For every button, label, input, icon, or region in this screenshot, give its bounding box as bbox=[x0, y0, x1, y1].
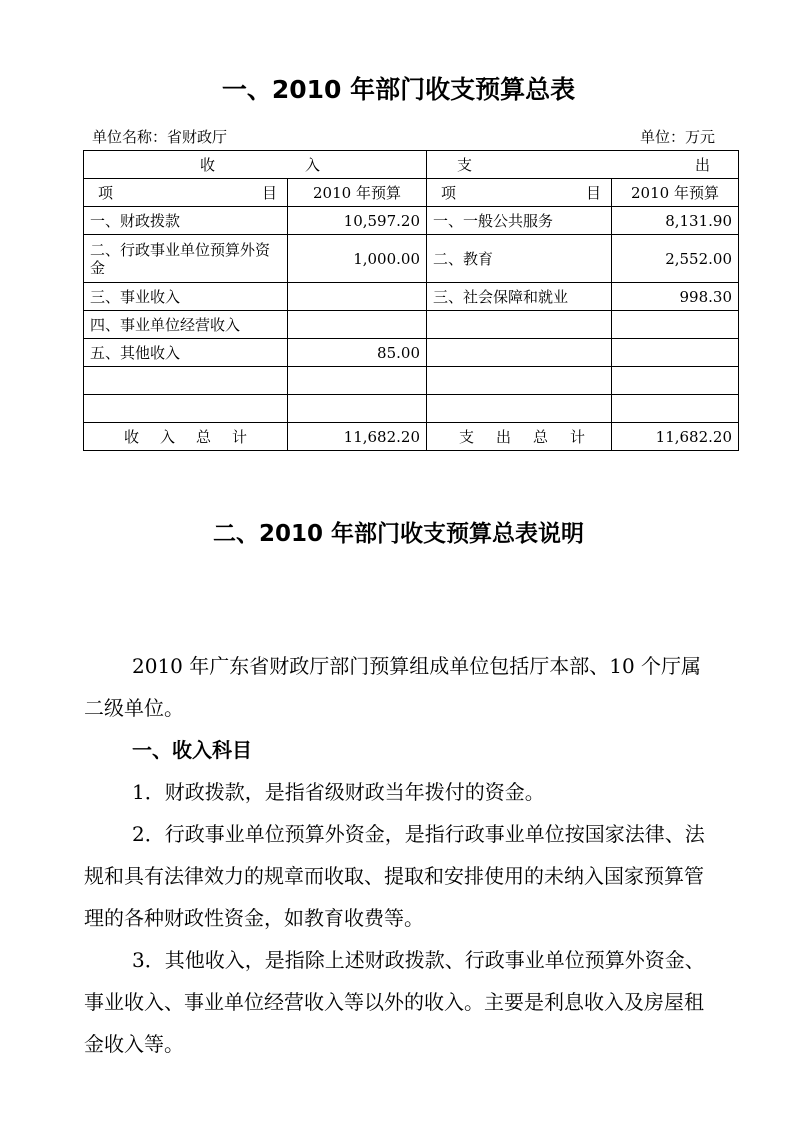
table-subheader-row bbox=[84, 179, 739, 207]
table-row bbox=[84, 395, 739, 423]
expense-item bbox=[427, 339, 612, 367]
income-amount: 10,597.20 bbox=[288, 207, 427, 235]
table-total-row bbox=[84, 423, 739, 451]
subheading: 一、收入科目 bbox=[132, 738, 252, 762]
total-char: 计 bbox=[569, 427, 585, 446]
table-row bbox=[84, 367, 739, 395]
table-header-row bbox=[84, 151, 739, 179]
col-item-header bbox=[84, 179, 288, 207]
unit-label: 单位：万元 bbox=[640, 128, 716, 146]
expense-item bbox=[427, 311, 612, 339]
income-amount bbox=[288, 367, 427, 395]
expense-total-amount: 11,682.20 bbox=[612, 423, 739, 451]
income-item bbox=[84, 367, 288, 395]
income-amount bbox=[288, 283, 427, 311]
paragraph: 1．财政拨款，是指省级财政当年拨付的资金。 bbox=[132, 780, 545, 804]
expense-header bbox=[427, 151, 739, 179]
total-char: 总 bbox=[532, 427, 548, 446]
explanation-body bbox=[84, 645, 716, 1065]
table-row bbox=[84, 283, 739, 311]
total-char: 总 bbox=[195, 427, 211, 446]
expense-amount bbox=[612, 311, 739, 339]
table-row bbox=[84, 339, 739, 367]
total-char: 支 bbox=[459, 427, 475, 446]
income-header-char: 收 bbox=[200, 155, 216, 174]
total-char: 计 bbox=[231, 427, 247, 446]
col-item-char: 项 bbox=[441, 183, 457, 202]
income-amount: 85.00 bbox=[288, 339, 427, 367]
table-row bbox=[84, 311, 739, 339]
expense-item bbox=[427, 395, 612, 423]
total-char: 出 bbox=[495, 427, 511, 446]
expense-amount bbox=[612, 395, 739, 423]
expense-amount: 998.30 bbox=[612, 283, 739, 311]
paragraph: 3．其他收入，是指除上述财政拨款、行政事业单位预算外资金、事业收入、事业单位经营收入等以外的收入。主要是利息收入及房屋租金收入等。 bbox=[84, 948, 705, 1056]
income-item: 四、事业单位经营收入 bbox=[84, 311, 288, 339]
expense-item: 一、一般公共服务 bbox=[427, 207, 612, 235]
expense-amount bbox=[612, 367, 739, 395]
income-header-char: 入 bbox=[304, 155, 320, 174]
income-item: 五、其他收入 bbox=[84, 339, 288, 367]
income-amount bbox=[288, 395, 427, 423]
col-item-char: 项 bbox=[98, 183, 114, 202]
income-amount: 1,000.00 bbox=[288, 235, 427, 283]
expense-amount: 8,131.90 bbox=[612, 207, 739, 235]
income-item: 三、事业收入 bbox=[84, 283, 288, 311]
income-item bbox=[84, 395, 288, 423]
income-total-amount: 11,682.20 bbox=[288, 423, 427, 451]
section-title: 二、2010 年部门收支预算总表说明 bbox=[212, 521, 585, 547]
expense-amount: 2,552.00 bbox=[612, 235, 739, 283]
total-char: 入 bbox=[159, 427, 175, 446]
expense-item bbox=[427, 367, 612, 395]
expense-header-char: 出 bbox=[694, 155, 710, 174]
page-title: 一、2010 年部门收支预算总表 bbox=[221, 75, 576, 104]
paragraph: 2010 年广东省财政厅部门预算组成单位包括厅本部、10 个厅属二级单位。 bbox=[84, 654, 702, 720]
expense-item: 三、社会保障和就业 bbox=[427, 283, 612, 311]
expense-item: 二、教育 bbox=[427, 235, 612, 283]
income-item: 二、行政事业单位预算外资金 bbox=[84, 235, 288, 283]
income-item: 一、财政拨款 bbox=[84, 207, 288, 235]
col-item-char: 目 bbox=[261, 183, 277, 202]
expense-amount bbox=[612, 339, 739, 367]
col-item-header bbox=[427, 179, 612, 207]
paragraph: 2．行政事业单位预算外资金，是指行政事业单位按国家法律、法规和具有法律效力的规章而收取、提取和安排使用的未纳入国家预算管理的各种财政性资金，如教育收费等。 bbox=[84, 822, 705, 930]
unit-name-label: 单位名称：省财政厅 bbox=[92, 128, 228, 146]
table-row bbox=[84, 235, 739, 283]
expense-total-label bbox=[427, 423, 612, 451]
income-total-label bbox=[84, 423, 288, 451]
income-amount bbox=[288, 311, 427, 339]
total-char: 收 bbox=[124, 427, 140, 446]
expense-header-char: 支 bbox=[457, 155, 473, 174]
col-item-char: 目 bbox=[585, 183, 601, 202]
table-row bbox=[84, 207, 739, 235]
col-budget-header: 2010 年预算 bbox=[288, 179, 427, 207]
income-header bbox=[84, 151, 427, 179]
col-budget-header: 2010 年预算 bbox=[612, 179, 739, 207]
budget-table bbox=[83, 150, 739, 451]
